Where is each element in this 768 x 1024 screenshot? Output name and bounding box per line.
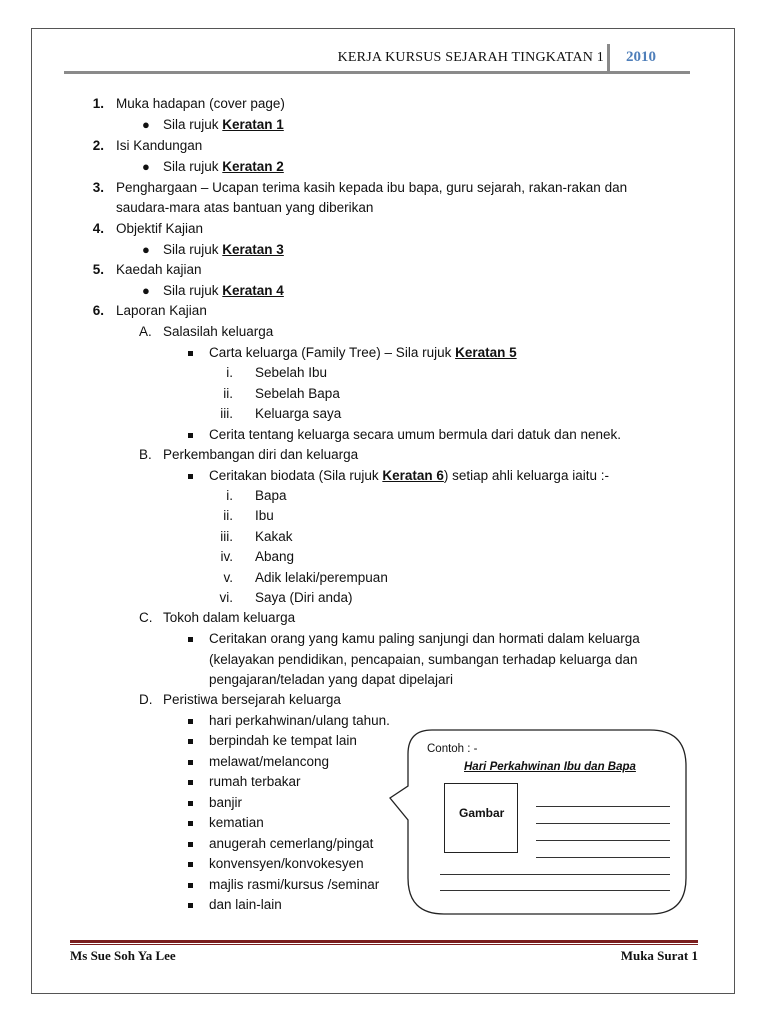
writing-line [536, 823, 670, 824]
roman-text: Bapa [255, 488, 287, 503]
footer-page-number: Muka Surat 1 [620, 948, 698, 963]
item-text: saudara-mara atas bantuan yang diberikan [116, 200, 374, 215]
writing-line [440, 890, 670, 891]
roman-numeral: ii. [223, 508, 233, 523]
photo-placeholder [444, 783, 518, 853]
item-number: 1. [92, 96, 104, 111]
example-callout [388, 728, 688, 916]
roman-numeral: iii. [220, 406, 233, 421]
bullet-text: ) setiap ahli keluarga iaitu :- [443, 468, 609, 483]
bullet-text: Carta keluarga (Family Tree) – Sila rujuk [209, 345, 456, 360]
bullet-square [188, 760, 193, 765]
bullet-text: hari perkahwinan/ulang tahun. [209, 713, 390, 728]
bullet-text: Sila rujuk [163, 283, 223, 298]
section-title: Perkembangan diri dan keluarga [163, 447, 359, 462]
bullet-square [188, 903, 193, 908]
bullet-text: Ceritakan orang yang kamu paling sanjungi dan hormati dalam keluarga [209, 631, 640, 646]
callout-title: Hari Perkahwinan Ibu dan Bapa [464, 761, 636, 773]
footer-rule-thin [70, 944, 698, 945]
section-title: Salasilah keluarga [163, 324, 274, 339]
bullet-text: Sila rujuk [163, 159, 223, 174]
roman-text: Kakak [255, 529, 293, 544]
page-header [64, 44, 690, 74]
item-text: Penghargaan – Ucapan terima kasih kepada ibu bapa, guru sejarah, rakan-rakan dan [116, 180, 628, 195]
bullet-text: Sila rujuk [163, 242, 223, 257]
section-title: Tokoh dalam keluarga [163, 610, 296, 625]
bullet-square [188, 883, 193, 888]
callout-label: Contoh : - [427, 743, 478, 755]
roman-numeral: i. [226, 365, 233, 380]
item-number: 2. [92, 138, 104, 153]
bullet-text: (kelayakan pendidikan, pencapaian, sumbangan terhadap keluarga dan [209, 652, 638, 667]
roman-text: Saya (Diri anda) [255, 590, 353, 605]
item-text: Isi Kandungan [116, 138, 203, 153]
bullet-text: pengajaran/teladan yang dapat dipelajari [209, 672, 453, 687]
bullet-square [188, 821, 193, 826]
bullet-text: majlis rasmi/kursus /seminar [209, 877, 380, 892]
keratan-ref: Keratan 3 [222, 242, 284, 257]
footer-author: Ms Sue Soh Ya Lee [70, 948, 176, 963]
bullet-square [188, 780, 193, 785]
item-number: 5. [92, 262, 104, 277]
keratan-ref: Keratan 6 [382, 468, 444, 483]
header-year: 2010 [626, 49, 656, 65]
keratan-ref: Keratan 5 [455, 345, 517, 360]
bullet-square [188, 801, 193, 806]
item-number: 3. [92, 180, 104, 195]
header-separator [607, 44, 610, 74]
item-text: Laporan Kajian [116, 303, 207, 318]
roman-text: Adik lelaki/perempuan [255, 570, 388, 585]
roman-numeral: iii. [220, 529, 233, 544]
keratan-ref: Keratan 1 [222, 117, 284, 132]
bullet-dot: ● [142, 283, 150, 298]
bullet-text: Ceritakan biodata (Sila rujuk [209, 468, 383, 483]
bullet-text: Sila rujuk [163, 117, 223, 132]
speech-bubble-outline [388, 728, 688, 916]
header-title: KERJA KURSUS SEJARAH TINGKATAN 1 [337, 50, 604, 65]
roman-text: Sebelah Ibu [255, 365, 328, 380]
item-text: Muka hadapan (cover page) [116, 96, 285, 111]
section-letter: B. [139, 447, 152, 462]
bullet-text: dan lain-lain [209, 897, 282, 912]
item-text: Objektif Kajian [116, 221, 204, 236]
bullet-text: berpindah ke tempat lain [209, 733, 357, 748]
header-rule [64, 71, 690, 74]
bullet-text: kematian [209, 815, 264, 830]
writing-line [440, 874, 670, 875]
bullet-text: Cerita tentang keluarga secara umum bermula dari datuk dan nenek. [209, 427, 621, 442]
bullet-text: melawat/melancong [209, 754, 330, 769]
section-letter: D. [139, 692, 153, 707]
writing-line [536, 806, 670, 807]
footer-rule [70, 940, 698, 943]
roman-text: Keluarga saya [255, 406, 342, 421]
keratan-ref: Keratan 4 [222, 283, 284, 298]
bullet-square [188, 719, 193, 724]
bullet-dot: ● [142, 159, 150, 174]
bullet-dot: ● [142, 117, 150, 132]
photo-label: Gambar [459, 806, 505, 820]
roman-numeral: v. [223, 570, 233, 585]
writing-line [536, 840, 670, 841]
bullet-square [188, 433, 193, 438]
item-number: 4. [92, 221, 104, 236]
item-text: Kaedah kajian [116, 262, 202, 277]
bullet-square [188, 862, 193, 867]
writing-line [536, 857, 670, 858]
bullet-square [188, 637, 193, 642]
item-number: 6. [92, 303, 104, 318]
roman-text: Sebelah Bapa [255, 386, 340, 401]
bullet-square [188, 474, 193, 479]
roman-numeral: iv. [220, 549, 233, 564]
roman-text: Abang [255, 549, 295, 564]
bullet-square [188, 351, 193, 356]
roman-numeral: vi. [219, 590, 233, 605]
bullet-dot: ● [142, 242, 150, 257]
section-letter: C. [139, 610, 153, 625]
roman-numeral: ii. [223, 386, 233, 401]
bullet-text: anugerah cemerlang/pingat [209, 836, 374, 851]
section-title: Peristiwa bersejarah keluarga [163, 692, 341, 707]
bullet-text: konvensyen/konvokesyen [209, 856, 364, 871]
bullet-text: rumah terbakar [209, 774, 301, 789]
roman-numeral: i. [226, 488, 233, 503]
bullet-text: banjir [209, 795, 243, 810]
bullet-square [188, 842, 193, 847]
bullet-square [188, 739, 193, 744]
section-letter: A. [139, 324, 152, 339]
roman-text: Ibu [255, 508, 274, 523]
keratan-ref: Keratan 2 [222, 159, 284, 174]
